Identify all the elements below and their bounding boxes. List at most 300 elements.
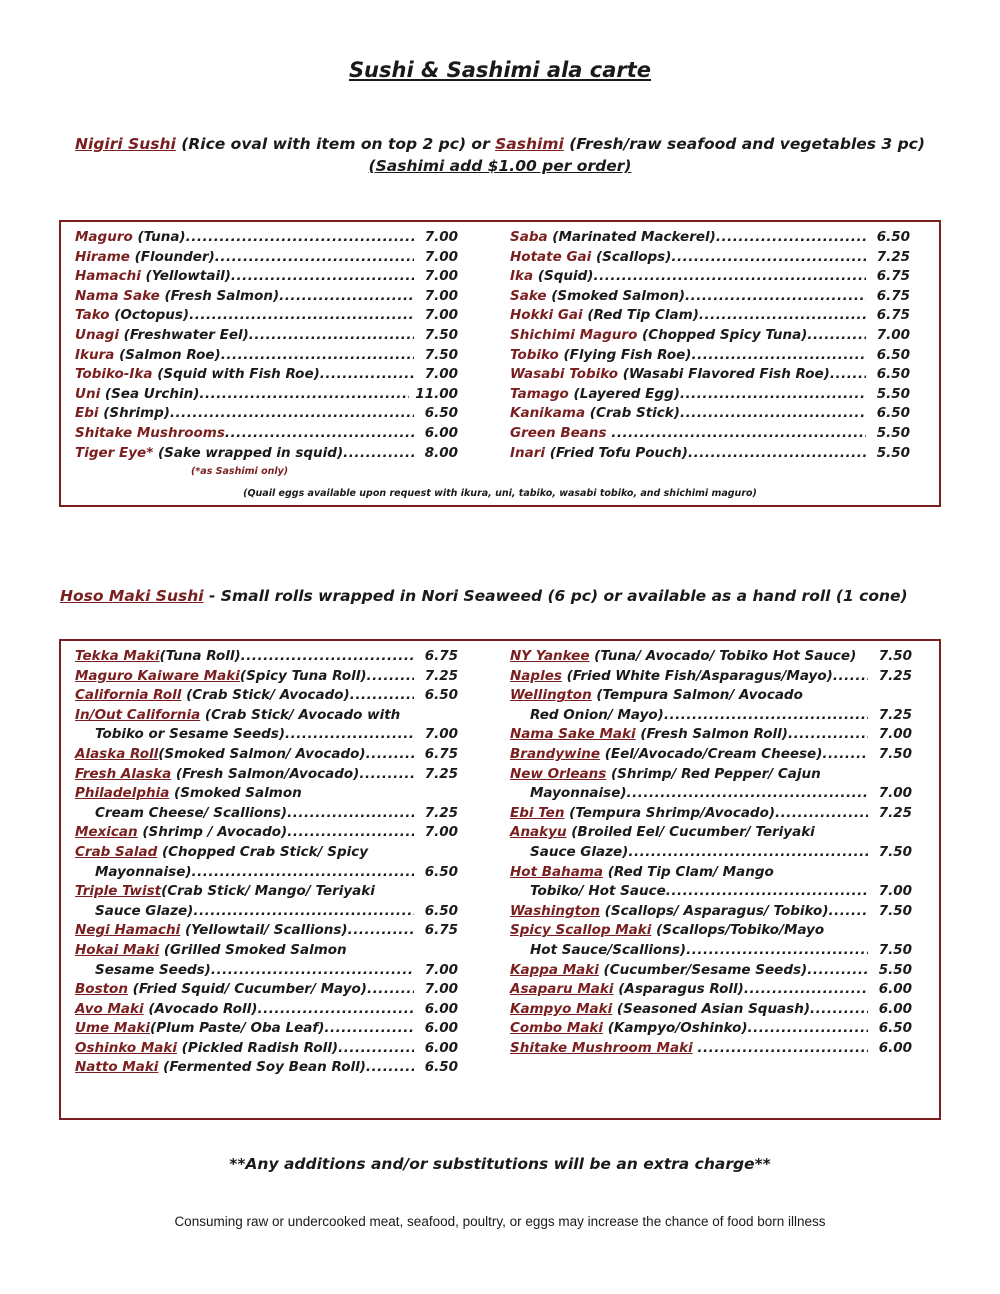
menu-item bbox=[75, 921, 458, 941]
item-price: 6.50 bbox=[424, 687, 458, 704]
dot-leader bbox=[810, 1000, 868, 1020]
item-price: 7.00 bbox=[424, 287, 458, 304]
item-name: Naples bbox=[510, 667, 562, 684]
item-description: (Fried White Fish/Asparagus/Mayo) bbox=[561, 667, 833, 684]
item-price: 6.50 bbox=[876, 366, 910, 383]
item-description: (Tempura Shrimp/Avocado) bbox=[564, 804, 776, 821]
menu-item bbox=[510, 404, 910, 424]
item-price: 6.50 bbox=[424, 1059, 458, 1076]
dot-leader bbox=[628, 843, 868, 863]
dot-leader bbox=[829, 902, 869, 922]
item-description: (Freshwater Eel) bbox=[118, 326, 249, 343]
dot-leader bbox=[367, 667, 414, 687]
item-price: 7.50 bbox=[878, 843, 912, 860]
menu-item bbox=[510, 961, 912, 981]
dot-leader bbox=[199, 385, 409, 405]
item-description: (Layered Egg) bbox=[568, 385, 680, 402]
item-price: 6.50 bbox=[424, 902, 458, 919]
item-price: 6.00 bbox=[424, 1020, 458, 1037]
hoso-desc: - Small rolls wrapped in Nori Seaweed (6 pc) or available as a hand roll (1 cone) bbox=[203, 587, 908, 605]
menu-item bbox=[75, 228, 458, 248]
item-description: (Crab Stick/ Avocado with bbox=[200, 706, 401, 723]
item-name: Inari bbox=[510, 444, 546, 461]
dot-leader bbox=[748, 1019, 868, 1039]
item-description: (Fermented Soy Bean Roll) bbox=[158, 1059, 366, 1076]
dot-leader bbox=[257, 1000, 414, 1020]
item-description: (Shrimp / Avocado) bbox=[137, 824, 288, 841]
item-description: (Squid) bbox=[533, 268, 594, 285]
item-name: Tamago bbox=[510, 385, 569, 402]
item-description: (Pickled Radish Roll) bbox=[176, 1039, 339, 1056]
item-price: 6.75 bbox=[876, 268, 910, 285]
item-description: (Octopus) bbox=[109, 307, 190, 324]
dot-leader bbox=[744, 980, 868, 1000]
item-name: Maguro bbox=[75, 229, 133, 245]
item-description: (Yellowtail/ Scallions) bbox=[180, 922, 348, 939]
menu-item bbox=[510, 667, 912, 687]
dot-leader bbox=[666, 882, 868, 902]
item-name: Ume Maki bbox=[75, 1020, 151, 1037]
dot-leader bbox=[241, 647, 414, 667]
item-price: 7.00 bbox=[424, 824, 458, 841]
item-name: Natto Maki bbox=[75, 1059, 159, 1076]
dot-leader bbox=[775, 804, 868, 824]
item-price: 5.50 bbox=[878, 961, 912, 978]
item-name: Shitake Mushrooms bbox=[75, 424, 225, 441]
dot-leader bbox=[822, 745, 868, 765]
item-price: 7.50 bbox=[424, 326, 458, 343]
menu-item bbox=[75, 1058, 458, 1078]
item-name: Ebi Ten bbox=[510, 804, 565, 821]
item-description: (Squid with Fish Roe) bbox=[152, 366, 320, 383]
menu-item bbox=[510, 980, 912, 1000]
menu-item bbox=[510, 804, 912, 824]
menu-item-continued bbox=[75, 961, 458, 981]
extra-charge-note: **Any additions and/or substitutions will be an extra charge** bbox=[229, 1155, 771, 1173]
item-description: (Tempura Salmon/ Avocado bbox=[591, 687, 803, 704]
menu-item bbox=[75, 784, 458, 804]
dot-leader bbox=[287, 804, 414, 824]
item-name: Washington bbox=[510, 902, 600, 919]
sashimi-note: (Sashimi add $1.00 per order) bbox=[368, 157, 632, 175]
menu-item bbox=[75, 424, 458, 444]
item-name: Alaska Roll bbox=[75, 745, 159, 762]
menu-item-continued bbox=[510, 843, 912, 863]
item-price: 7.25 bbox=[878, 667, 912, 684]
item-price: 7.25 bbox=[424, 804, 458, 821]
menu-item bbox=[510, 647, 912, 667]
dot-leader bbox=[359, 765, 414, 785]
sashimi-desc: (Fresh/raw seafood and vegetables 3 pc) bbox=[563, 135, 925, 153]
item-price: 7.00 bbox=[424, 307, 458, 324]
dot-leader bbox=[211, 961, 414, 981]
item-name: Negi Hamachi bbox=[75, 922, 181, 939]
dot-leader bbox=[366, 745, 414, 765]
item-price: 7.50 bbox=[878, 941, 912, 958]
item-description: (Crab Stick/ Avocado) bbox=[181, 687, 350, 704]
item-name: Oshinko Maki bbox=[75, 1039, 177, 1056]
item-price: 8.00 bbox=[424, 444, 458, 461]
menu-item bbox=[75, 706, 458, 726]
menu-item bbox=[510, 248, 910, 268]
dot-leader bbox=[856, 647, 868, 667]
menu-item bbox=[75, 745, 458, 765]
menu-item bbox=[75, 765, 458, 785]
item-price: 7.50 bbox=[878, 745, 912, 762]
item-price: 7.00 bbox=[876, 326, 910, 343]
dot-leader bbox=[833, 667, 868, 687]
item-description: (Eel/Avocado/Cream Cheese) bbox=[600, 745, 823, 762]
menu-item bbox=[510, 1000, 912, 1020]
item-price: 6.50 bbox=[878, 1020, 912, 1037]
menu-item bbox=[510, 287, 910, 307]
dot-leader bbox=[611, 424, 866, 444]
item-description: (Chopped Spicy Tuna) bbox=[637, 326, 808, 343]
dot-leader bbox=[320, 365, 414, 385]
item-description: (Tuna) bbox=[132, 229, 186, 245]
dot-leader bbox=[343, 444, 414, 464]
dot-leader bbox=[830, 365, 866, 385]
item-description: (Red Tip Clam/ Mango bbox=[603, 863, 774, 880]
dot-leader bbox=[686, 941, 868, 961]
item-price: 6.50 bbox=[876, 346, 910, 363]
menu-item-continued bbox=[510, 706, 912, 726]
menu-item bbox=[510, 1019, 912, 1039]
item-price: 7.50 bbox=[878, 902, 912, 919]
menu-item bbox=[510, 1039, 912, 1059]
menu-item-continued bbox=[75, 863, 458, 883]
dot-leader bbox=[225, 424, 414, 444]
menu-item bbox=[75, 823, 458, 843]
item-name: Hokki Gai bbox=[510, 307, 583, 324]
item-name: NY Yankee bbox=[510, 648, 590, 664]
item-name: Saba bbox=[510, 229, 548, 245]
alacarte-left-column bbox=[75, 228, 458, 463]
item-price: 5.50 bbox=[876, 385, 910, 402]
item-name: Nama Sake Maki bbox=[510, 726, 636, 743]
hoso-left-column bbox=[75, 647, 458, 1078]
item-name: Triple Twist bbox=[75, 883, 162, 900]
item-description: (Broiled Eel/ Cucumber/ Teriyaki bbox=[566, 824, 815, 841]
item-description-continued: Sesame Seeds) bbox=[95, 961, 211, 978]
health-warning: Consuming raw or undercooked meat, seafood, poultry, or eggs may increase the chance of food born illness bbox=[174, 1214, 826, 1229]
item-price: 7.25 bbox=[878, 804, 912, 821]
dot-leader bbox=[189, 306, 414, 326]
item-price: 7.00 bbox=[878, 785, 912, 802]
menu-item bbox=[75, 365, 458, 385]
item-description-continued: Sauce Glaze) bbox=[95, 902, 194, 919]
item-description: (Tuna Roll) bbox=[159, 648, 241, 664]
item-price: 7.50 bbox=[424, 346, 458, 363]
menu-item bbox=[75, 1039, 458, 1059]
item-description: (Salmon Roe) bbox=[114, 346, 221, 363]
item-price: 7.00 bbox=[878, 883, 912, 900]
item-price: 7.00 bbox=[424, 248, 458, 265]
menu-item bbox=[75, 941, 458, 961]
menu-item bbox=[75, 980, 458, 1000]
item-description: (Crab Stick) bbox=[585, 405, 680, 422]
nigiri-desc: (Rice oval with item on top 2 pc) or bbox=[175, 135, 496, 153]
menu-item bbox=[510, 306, 910, 326]
item-description: (Yellowtail) bbox=[140, 268, 231, 285]
item-name: Tiger Eye* bbox=[75, 444, 154, 461]
item-price: 6.00 bbox=[424, 1039, 458, 1056]
item-description-continued: Hot Sauce/Scallions) bbox=[530, 941, 687, 958]
item-description: (Wasabi Flavored Fish Roe) bbox=[618, 366, 830, 383]
item-price: 7.00 bbox=[424, 726, 458, 743]
menu-item bbox=[75, 267, 458, 287]
item-price: 6.50 bbox=[424, 863, 458, 880]
dot-leader bbox=[807, 326, 866, 346]
item-description-continued: Tobiko/ Hot Sauce bbox=[530, 883, 666, 900]
item-description: (Cucumber/Sesame Seeds) bbox=[598, 961, 808, 978]
item-price: 7.00 bbox=[424, 229, 458, 245]
item-name: Kanikama bbox=[510, 405, 586, 422]
dot-leader bbox=[716, 228, 866, 248]
item-name: Hamachi bbox=[75, 268, 141, 285]
item-price: 5.50 bbox=[876, 424, 910, 441]
item-name: Sake bbox=[510, 287, 547, 304]
item-price: 11.00 bbox=[415, 385, 458, 402]
menu-item bbox=[75, 843, 458, 863]
item-description: (Fresh Salmon/Avocado) bbox=[171, 765, 360, 782]
dot-leader bbox=[691, 346, 866, 366]
item-price: 6.00 bbox=[424, 1000, 458, 1017]
item-name: Tekka Maki bbox=[75, 648, 160, 664]
item-price: 7.25 bbox=[878, 706, 912, 723]
item-description: (Tuna/ Avocado/ Tobiko Hot Sauce) bbox=[589, 648, 857, 664]
item-name: Shichimi Maguro bbox=[510, 326, 638, 343]
dot-leader bbox=[366, 1058, 414, 1078]
item-price: 7.00 bbox=[424, 961, 458, 978]
item-name: Combo Maki bbox=[510, 1020, 604, 1037]
menu-item bbox=[510, 725, 912, 745]
dot-leader bbox=[231, 267, 414, 287]
menu-item bbox=[510, 365, 910, 385]
item-price: 6.00 bbox=[878, 1039, 912, 1056]
item-price: 6.50 bbox=[876, 229, 910, 245]
item-price: 7.25 bbox=[424, 667, 458, 684]
item-description: (Seasoned Asian Squash) bbox=[612, 1000, 810, 1017]
item-price: 7.00 bbox=[424, 366, 458, 383]
item-name: Philadelphia bbox=[75, 785, 170, 802]
dot-leader bbox=[249, 326, 414, 346]
item-price: 6.75 bbox=[424, 648, 458, 664]
menu-item bbox=[510, 424, 910, 444]
item-price: 6.00 bbox=[878, 1000, 912, 1017]
item-price: 6.75 bbox=[876, 307, 910, 324]
item-description: (Smoked Salmon) bbox=[546, 287, 686, 304]
dot-leader bbox=[192, 863, 414, 883]
item-description: (Spicy Tuna Roll) bbox=[239, 667, 367, 684]
alacarte-box bbox=[59, 220, 941, 507]
dot-leader bbox=[627, 784, 868, 804]
item-description: (Fresh Salmon) bbox=[159, 287, 280, 304]
item-name: Crab Salad bbox=[75, 843, 158, 860]
item-name: Unagi bbox=[75, 326, 119, 343]
menu-item bbox=[510, 267, 910, 287]
item-price: 6.75 bbox=[424, 745, 458, 762]
item-name: Kappa Maki bbox=[510, 961, 599, 978]
item-name: Uni bbox=[75, 385, 101, 402]
hoso-label: Hoso Maki Sushi bbox=[60, 587, 204, 605]
page-title: Sushi & Sashimi ala carte bbox=[348, 58, 652, 82]
item-description: (Smoked Salmon bbox=[169, 785, 302, 802]
hoso-heading bbox=[60, 587, 908, 605]
item-name: Wasabi Tobiko bbox=[510, 366, 619, 383]
dot-leader bbox=[685, 287, 866, 307]
quail-note: (Quail eggs available upon request with ikura, uni, tabiko, wasabi tobiko, and shichimi maguro) bbox=[243, 488, 757, 499]
menu-item bbox=[75, 667, 458, 687]
item-description: (Kampyo/Oshinko) bbox=[603, 1020, 748, 1037]
item-name: Hirame bbox=[75, 248, 130, 265]
item-name: Hokai Maki bbox=[75, 941, 160, 958]
item-name: Ikura bbox=[75, 346, 115, 363]
hoso-right-column bbox=[510, 647, 912, 1058]
menu-item-continued bbox=[510, 882, 912, 902]
dot-leader bbox=[697, 1039, 868, 1059]
item-description: (Scallops/Tobiko/Mayo bbox=[651, 922, 825, 939]
menu-item bbox=[510, 385, 910, 405]
menu-item bbox=[75, 404, 458, 424]
alacarte-right-column bbox=[510, 228, 910, 463]
menu-item bbox=[510, 921, 912, 941]
item-description: (Scallops/ Asparagus/ Tobiko) bbox=[599, 902, 829, 919]
dot-leader bbox=[350, 686, 414, 706]
item-name: Green Beans bbox=[510, 424, 607, 441]
item-name: Tako bbox=[75, 307, 110, 324]
item-description: (Sake wrapped in squid) bbox=[153, 444, 344, 461]
menu-item-continued bbox=[75, 804, 458, 824]
item-description: (Marinated Mackerel) bbox=[547, 229, 716, 245]
dot-leader bbox=[170, 404, 414, 424]
item-price: 7.00 bbox=[424, 268, 458, 285]
menu-item bbox=[75, 326, 458, 346]
item-description: (Shrimp) bbox=[98, 405, 170, 422]
dot-leader bbox=[788, 725, 868, 745]
menu-item bbox=[510, 346, 910, 366]
item-price: 7.00 bbox=[424, 981, 458, 998]
menu-item bbox=[75, 1019, 458, 1039]
menu-item-continued bbox=[75, 725, 458, 745]
dot-leader bbox=[186, 228, 414, 248]
menu-item bbox=[510, 902, 912, 922]
item-name: Mexican bbox=[75, 824, 138, 841]
item-description: (Scallops) bbox=[591, 248, 672, 265]
menu-item bbox=[75, 385, 458, 405]
item-name: Boston bbox=[75, 981, 128, 998]
menu-item bbox=[75, 248, 458, 268]
item-name: In/Out California bbox=[75, 706, 201, 723]
dot-leader bbox=[680, 404, 866, 424]
menu-item bbox=[510, 765, 912, 785]
dot-leader bbox=[699, 306, 866, 326]
item-name: Ebi bbox=[75, 405, 99, 422]
item-name: Avo Maki bbox=[75, 1000, 144, 1017]
menu-item bbox=[75, 306, 458, 326]
item-name: Fresh Alaska bbox=[75, 765, 172, 782]
item-description: (Asparagus Roll) bbox=[613, 981, 744, 998]
nigiri-label: Nigiri Sushi bbox=[75, 135, 176, 153]
item-price: 6.00 bbox=[878, 981, 912, 998]
dot-leader bbox=[279, 287, 414, 307]
menu-item bbox=[75, 882, 458, 902]
item-name: New Orleans bbox=[510, 765, 607, 782]
sashimi-only-note: (*as Sashimi only) bbox=[191, 466, 289, 477]
menu-item bbox=[510, 863, 912, 883]
dot-leader bbox=[215, 248, 414, 268]
dot-leader bbox=[324, 1019, 414, 1039]
item-description-continued: Cream Cheese/ Scallions) bbox=[95, 804, 288, 821]
menu-item bbox=[510, 228, 910, 248]
menu-item bbox=[75, 287, 458, 307]
item-description: (Avocado Roll) bbox=[143, 1000, 258, 1017]
item-name: Hotate Gai bbox=[510, 248, 592, 265]
dot-leader bbox=[287, 823, 414, 843]
item-description: (Smoked Salmon/ Avocado) bbox=[158, 745, 366, 762]
item-description: (Grilled Smoked Salmon bbox=[159, 941, 347, 958]
item-description: (Crab Stick/ Mango/ Teriyaki bbox=[161, 883, 375, 900]
item-name: Tobiko-Ika bbox=[75, 366, 153, 383]
dot-leader bbox=[664, 706, 868, 726]
sashimi-label: Sashimi bbox=[495, 135, 564, 153]
item-price: 6.50 bbox=[876, 405, 910, 422]
item-description-continued: Sauce Glaze) bbox=[530, 843, 629, 860]
item-price: 6.50 bbox=[424, 405, 458, 422]
menu-item-continued bbox=[510, 784, 912, 804]
item-description: (Flounder) bbox=[129, 248, 215, 265]
item-name: Hot Bahama bbox=[510, 863, 604, 880]
item-name: Wellington bbox=[510, 687, 592, 704]
dot-leader bbox=[671, 248, 866, 268]
item-name: Brandywine bbox=[510, 745, 600, 762]
menu-item bbox=[510, 745, 912, 765]
dot-leader bbox=[338, 1039, 414, 1059]
item-name: Anakyu bbox=[510, 824, 567, 841]
menu-item-continued bbox=[75, 902, 458, 922]
dot-leader bbox=[593, 267, 866, 287]
menu-item bbox=[75, 647, 458, 667]
item-description: (Sea Urchin) bbox=[100, 385, 200, 402]
dot-leader bbox=[688, 444, 866, 464]
dot-leader bbox=[680, 385, 866, 405]
item-description: (Shrimp/ Red Pepper/ Cajun bbox=[606, 765, 821, 782]
menu-item-continued bbox=[510, 941, 912, 961]
item-price: 7.25 bbox=[876, 248, 910, 265]
item-description: (Fried Tofu Pouch) bbox=[545, 444, 688, 461]
dot-leader bbox=[221, 346, 414, 366]
item-price: 7.50 bbox=[878, 648, 912, 664]
item-description: (Plum Paste/ Oba Leaf) bbox=[150, 1020, 325, 1037]
item-price: 5.50 bbox=[876, 444, 910, 461]
nigiri-intro bbox=[0, 135, 1000, 153]
item-name: California Roll bbox=[75, 687, 182, 704]
item-name: Nama Sake bbox=[75, 287, 160, 304]
item-name: Spicy Scallop Maki bbox=[510, 922, 652, 939]
item-price: 7.25 bbox=[424, 765, 458, 782]
item-description: (Flying Fish Roe) bbox=[558, 346, 692, 363]
hoso-box bbox=[59, 639, 941, 1120]
dot-leader bbox=[193, 902, 414, 922]
dot-leader bbox=[348, 921, 414, 941]
item-description-continued: Tobiko or Sesame Seeds) bbox=[95, 726, 285, 743]
item-name: Ika bbox=[510, 268, 534, 285]
item-description-continued: Mayonnaise) bbox=[95, 863, 192, 880]
item-description: (Fried Squid/ Cucumber/ Mayo) bbox=[127, 981, 367, 998]
item-name: Kampyo Maki bbox=[510, 1000, 613, 1017]
menu-item bbox=[75, 686, 458, 706]
item-price: 7.00 bbox=[878, 726, 912, 743]
